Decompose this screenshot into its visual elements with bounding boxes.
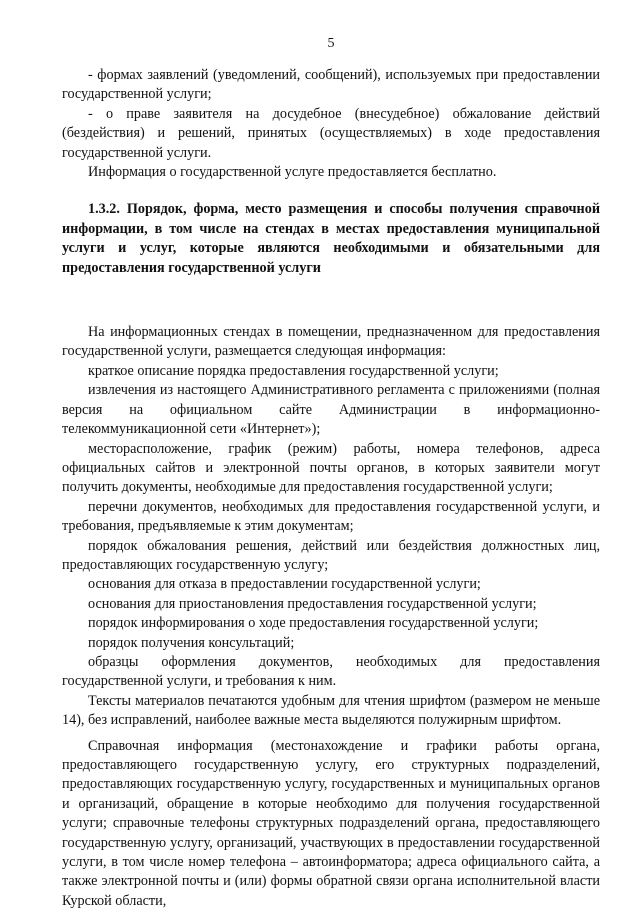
reference-info-paragraph: Справочная информация (местонахождение и графики работы органа, предоставляющего государственную услугу, его структурных подразделений, предоставляющих государственную услугу, государственных и муниципальных органов и организаций, обращение в которые необходимо для получения государственной услуги; справочные телефоны структурных подразделений органа, предоставляющего государственную услугу, организаций, участвующих в предоставлении государственной услуги, в том числе номер телефона – автоинформатора; адреса официального сайта, а также электронной почты и (или) формы обратной связи органа исполнительной власти Курской области, [62, 737, 600, 909]
stand-item: порядок получения консультаций; [88, 634, 295, 651]
section-heading: 1.3.2. Порядок, форма, место размещения и способы получения справочной информации, в том числе на стендах в местах предоставления муниципальной услуги и услуг, которые являются необходимыми и обязательными для предоставления государственной услуги [62, 201, 600, 276]
stand-item: основания для отказа в предоставлении государственной услуги; [88, 576, 481, 593]
intro-item-appeal-right: - о праве заявителя на досудебное (внесудебное) обжалование действий (бездействия) и решений, принятых (осуществляемых) в ходе предоставления государственной услуги. [62, 105, 600, 161]
stands-intro-paragraph: На информационных стендах в помещении, предназначенном для предоставления государственной услуги, размещается следующая информация: [62, 324, 600, 360]
stand-item: образцы оформления документов, необходимых для предоставления государственной услуги, и требования к ним. [62, 653, 600, 690]
stand-item: месторасположение, график (режим) работы, номера телефонов, адреса официальных сайтов и электронной почты органов, в которых заявители могут получить документы, необходимые для предоставления государственной услуги; [62, 440, 600, 496]
stand-item: краткое описание порядка предоставления государственной услуги; [88, 362, 499, 379]
intro-item-forms: - формах заявлений (уведомлений, сообщений), используемых при предоставлении государственной услуги; [62, 67, 600, 103]
stand-item: порядок информирования о ходе предоставления государственной услуги; [88, 615, 539, 632]
stand-item: перечни документов, необходимых для предоставления государственной услуги, и требования, предъявляемые к этим документам; [62, 498, 600, 535]
font-note-paragraph: Тексты материалов печатаются удобным для чтения шрифтом (размером не меньше 14), без исправлений, наиболее важные места выделяются полужирным шрифтом. [62, 692, 600, 729]
stand-item: основания для приостановления предоставления государственной услуги; [88, 595, 537, 612]
page-number: 5 [327, 36, 335, 51]
free-info-paragraph: Информация о государственной услуге предоставляется бесплатно. [88, 164, 497, 181]
stand-item: порядок обжалования решения, действий или бездействия должностных лиц, предоставляющих государственную услугу; [62, 537, 600, 573]
stand-item: извлечения из настоящего Административного регламента с приложениями (полная версия на официальном сайте Администрации в информационно-телекоммуникационной сети «Интернет»); [62, 382, 600, 438]
